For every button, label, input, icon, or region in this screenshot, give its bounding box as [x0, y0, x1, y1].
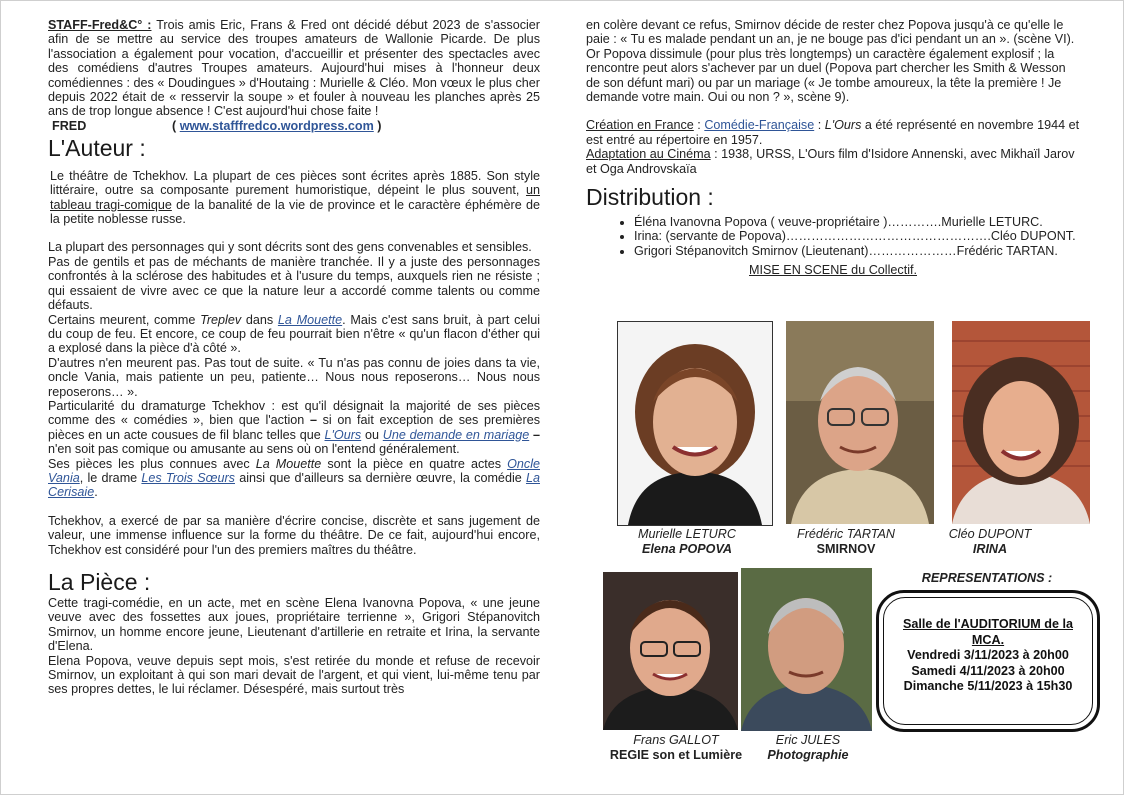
left-column	[48, 18, 540, 697]
photo-murielle	[617, 321, 773, 526]
caption-eric: Eric JULES Photographie	[767, 733, 849, 762]
list-item: • Éléna Ivanovna Popova ( veuve-propriétaire )………….Murielle LETURC.	[634, 215, 1080, 229]
mise-en-scene: MISE EN SCENE du Collectif.	[749, 263, 917, 278]
photo-frederic	[786, 321, 934, 524]
representations-box	[876, 590, 1100, 732]
representations-title: REPRESENTATIONS :	[921, 571, 1053, 585]
piece-heading: La Pièce :	[48, 569, 151, 595]
date-3: Dimanche 5/11/2023 à 15h30	[903, 679, 1073, 693]
adaptation-paragraph: Adaptation au Cinéma : 1938, URSS, L'Ours film d'Isidore Annenski, avec Mikhaïl Jarov et Oga Androvskaïa	[586, 147, 1075, 176]
caption-cleo: Cléo DUPONT IRINA	[948, 527, 1032, 556]
author-paragraph-2: Pas de gentils et pas de méchants de manière tranchée. Il y a juste des personnages confrontés à la sclérose des habitudes et à l'usure du temps, auxquels rien ne résiste ; qui essaient de vivre avec ce que la nature leur a accordé comme talents ou comme défauts.	[48, 254, 540, 313]
author-paragraph-7: Tchekhov, a exercé de par sa manière d'écrire concise, discrète et sans jugement de valeur, une immense influence sur la forme du théâtre. De ce fait, aujourd'hui encore, Tchekhov est considéré pour l'un des premiers maîtres du théâtre.	[48, 513, 540, 557]
caption-murielle: Murielle LETURC Elena POPOVA	[638, 527, 736, 556]
photo-cleo	[952, 321, 1090, 524]
piece-paragraph-4: Or Popova dissimule (pour plus très longtemps) un caractère également explosif ; la rencontre peut alors s'achever par un duel (Popova part chercher les Smith & Wesson de son défunt mari) ou par un mariage (« Je tombe amoureux, la tête la première ! Je demande votre main. Oui ou non ? », scène 9).	[586, 46, 1066, 105]
photo-frans	[603, 572, 738, 730]
author-box: Le théâtre de Tchekhov. La plupart de ces pièces sont écrites après 1885. Son style littéraire, outre sa composante purement humoristique, dépeint le plus souvent, un tableau tragi-comique de la banalité de la vie de province et le caractère éphémère de la petite noblesse russe.	[50, 168, 540, 227]
date-1: Vendredi 3/11/2023 à 20h00	[907, 648, 1069, 662]
creation-paragraph: Création en France : Comédie-Française : L'Ours a été représenté en novembre 1944 et est entré au répertoire en 1957.	[586, 118, 1080, 147]
list-item: • Irina: (servante de Popova)………………………………………….Cléo DUPONT.	[634, 229, 1080, 243]
author-paragraph-5: Particularité du dramaturge Tchekhov : est qu'il désignait la majorité de ses pièces comme des « comédies », bien que l'action – si on fait exception de ses premières pièces en un acte cousues de fil blanc telles que L'Ours ou Une demande en mariage – n'en soit pas comique ou amusante au sens où on l'entend généralement.	[48, 398, 541, 457]
la-cerisaie-link[interactable]: La Cerisaie	[48, 470, 540, 500]
intro-paragraph	[48, 18, 540, 119]
caption-frederic: Frédéric TARTAN SMIRNOV	[797, 527, 895, 556]
photo-eric	[741, 568, 872, 731]
piece-paragraph-2: Elena Popova, veuve depuis sept mois, s'est retirée du monde et refuse de recevoir Smirnov, un exploitant à qui son mari devait de l'argent, et qui vient, lui-même tenu par ses propres dettes, le lui réclamer. Désespéré, mais surtout très	[48, 653, 540, 697]
intro-signature: FRED	[52, 118, 87, 133]
intro-text: Trois amis Eric, Frans & Fred ont décidé début 2023 de s'associer afin de se mettre au service des troupes amateurs de Wallonie Picarde. De plus l'association a également pour vocation, d'accueillir et présenter des spectacles avec des comédiens d'autres Troupes amateurs. Aujourd'hui mises à l'honneur deux comédiennes : des « Doudingues » d'Houtaing : Murielle & Cléo. Mon vœux le plus cher depuis 2022 était de « resservir la soupe » et fouler à nouveau les planches après 25 ans de trop longue absence ! C'est aujourd'hui chose faite !	[48, 18, 540, 119]
oncle-vania-link[interactable]: Oncle Vania	[48, 456, 540, 485]
la-mouette-link[interactable]: La Mouette	[277, 312, 343, 327]
distribution-heading: Distribution :	[586, 184, 714, 211]
piece-paragraph-1: Cette tragi-comédie, en un acte, met en scène Elena Ivanovna Popova, « une jeune veuve avec des fossettes aux joues, propriétaire terrienne », Grigori Stépanovitch Smirnov, un homme encore jeune, Lieutenant d'artillerie en retraite et Irina, la servante d'Elena.	[48, 596, 540, 654]
website-link[interactable]: www.stafffredco.wordpress.com	[179, 118, 374, 133]
tragi-comique-link[interactable]: un tableau tragi-comique	[50, 183, 540, 212]
comedie-francaise-link[interactable]: Comédie-Française	[704, 118, 815, 133]
author-paragraph-3: Certains meurent, comme Treplev dans La Mouette. Mais c'est sans bruit, à part celui du coup de feu. Et encore, ce coup de feu pourrait bien n'être « qu'un flacon d'éther qui a explosé dans la pièce d'à côté ».	[48, 312, 541, 356]
right-column	[586, 18, 1080, 278]
author-heading: L'Auteur :	[48, 134, 146, 161]
intro-label: STAFF-Fred&C° :	[48, 18, 152, 32]
l-ours-link[interactable]: L'Ours	[324, 427, 362, 442]
date-2: Samedi 4/11/2023 à 20h00	[911, 663, 1065, 678]
intro-signature-line: FRED ( www.stafffredco.wordpress.com )	[48, 119, 540, 134]
trois-soeurs-link[interactable]: Les Trois Sœurs	[141, 470, 235, 485]
author-paragraph-6: Ses pièces les plus connues avec La Mouette sont la pièce en quatre actes Oncle Vania, le drame Les Trois Sœurs ainsi que d'ailleurs sa dernière œuvre, la comédie La Cerisaie.	[48, 456, 540, 500]
list-item: • Grigori Stépanovitch Smirnov (Lieutenant)…………………Frédéric TARTAN.	[634, 244, 1080, 258]
caption-frans: Frans GALLOT REGIE son et Lumière	[609, 733, 743, 762]
piece-paragraph-3: en colère devant ce refus, Smirnov décide de rester chez Popova jusqu'à ce qu'elle le paie : « Tu es malade pendant un an, je ne bouge pas d'ici pendant un an ». (scène VI).	[586, 18, 1075, 47]
venue: Salle de l'AUDITORIUM de la MCA.	[902, 617, 1073, 647]
une-demande-link[interactable]: Une demande en mariage	[382, 427, 530, 442]
author-paragraph-4: D'autres n'en meurent pas. Pas tout de suite. « Tu n'as pas connu de joies dans ta vie, oncle Vania, mais patiente un peu, patiente… Nous nous reposerons… Nous nous reposerons… ».	[48, 355, 541, 399]
author-paragraph-1: La plupart des personnages qui y sont décrits sont des gens convenables et sensibles.	[48, 240, 532, 255]
distribution-list	[586, 215, 1080, 258]
